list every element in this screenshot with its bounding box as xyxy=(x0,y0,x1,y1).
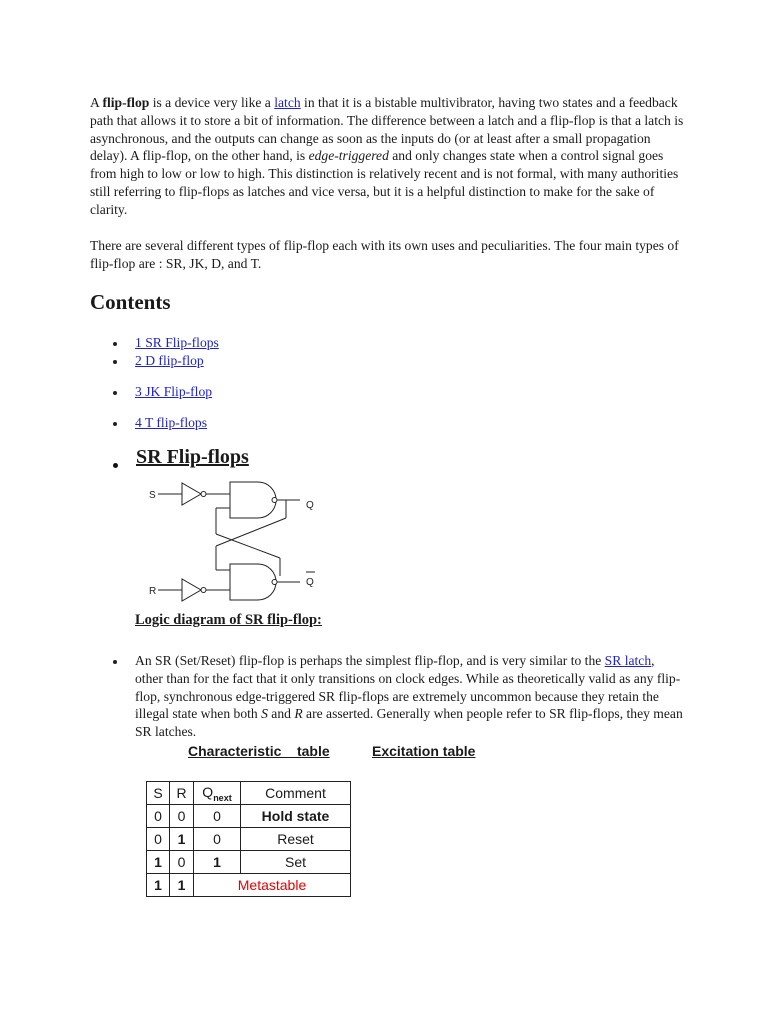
cell-comment: Hold state xyxy=(241,805,351,828)
label-s: S xyxy=(149,490,156,501)
characteristic-table-label: Characteristic table xyxy=(188,743,330,759)
diagram-caption: Logic diagram of SR flip-flop: xyxy=(135,612,322,628)
toc-link-sr[interactable]: 1 SR Flip-flops xyxy=(135,335,219,350)
table-row xyxy=(147,851,351,874)
cell-r: 1 xyxy=(170,874,194,897)
top-nand-gate-icon xyxy=(230,482,276,518)
intro-text-c: in that it is a bistable multivibrator, having two states and a feedback path that allows it to store a bit of information. The difference between a latch and a flip-flop is that a latch is asynchronous, and the outputs can change as soon as the inputs do (or at least after a small propagation delay). A flip-flop, on the other hand, is xyxy=(90,95,684,164)
header-q: Q xyxy=(202,783,214,800)
cell-s: 1 xyxy=(147,874,170,897)
table-header-row xyxy=(147,782,351,805)
bullet-icon xyxy=(113,360,117,364)
term-flip-flop: flip-flop xyxy=(102,95,150,110)
intro-text-a: A xyxy=(90,95,103,110)
header-q-subscript: next xyxy=(213,792,232,803)
header-s: S xyxy=(147,782,170,805)
contents-heading: Contents xyxy=(90,290,171,314)
bottom-inverter-icon xyxy=(182,579,201,601)
intro-text-d: and only changes state when a control signal goes from high to low or low to high. This distinction is relatively recent and is not formal, with many authorities still referring to flip-flops as latches and vice versa, but it is a helpful distinction to make for the sake of clarity. xyxy=(90,148,679,217)
term-edge-triggered: edge-triggered xyxy=(308,148,389,164)
cell-r: 1 xyxy=(170,828,194,851)
paragraph-bullet-icon xyxy=(113,660,117,664)
table-row xyxy=(147,805,351,828)
cell-comment: Reset xyxy=(241,828,351,851)
characteristic-table xyxy=(146,781,351,897)
sr-latch-link[interactable]: SR latch xyxy=(604,653,652,668)
cell-q: 0 xyxy=(194,805,241,828)
section-bullet-icon xyxy=(113,463,118,468)
bullet-icon xyxy=(113,342,117,346)
top-nand-bubble xyxy=(272,498,277,503)
sr-text-a: An SR (Set/Reset) flip-flop is perhaps the simplest flip-flop, and is very similar to the xyxy=(135,653,605,668)
bullet-icon xyxy=(113,422,117,426)
label-q: Q xyxy=(306,500,314,511)
cell-comment: Set xyxy=(241,851,351,874)
cell-s: 0 xyxy=(147,828,170,851)
cell-q: 1 xyxy=(194,851,241,874)
bullet-icon xyxy=(113,391,117,395)
cell-q: 0 xyxy=(194,828,241,851)
latch-link[interactable]: latch xyxy=(274,95,301,110)
bottom-inverter-bubble xyxy=(201,588,206,593)
sr-logic-diagram xyxy=(140,478,340,608)
toc-link-jk[interactable]: 3 JK Flip-flop xyxy=(135,384,213,399)
term-r: R xyxy=(294,706,303,722)
sr-text-b: , other than for the fact that it only transitions on clock edges. While as theoretically valid as any flip-flop, synchronous edge-triggered SR flip-flops are extremely uncommon because they retain the illegal state when both xyxy=(135,653,681,722)
label-r: R xyxy=(149,586,157,597)
header-q-next xyxy=(194,782,241,805)
header-r: R xyxy=(170,782,194,805)
term-s: S xyxy=(261,706,268,722)
bottom-nand-gate-icon xyxy=(230,564,276,600)
sr-section-heading: SR Flip-flops xyxy=(136,446,249,468)
cell-r: 0 xyxy=(170,851,194,874)
cell-metastable: Metastable xyxy=(194,874,351,897)
cell-s: 0 xyxy=(147,805,170,828)
cell-r: 0 xyxy=(170,805,194,828)
top-inverter-icon xyxy=(182,483,201,505)
sr-description xyxy=(135,652,683,741)
header-comment: Comment xyxy=(241,782,351,805)
toc-link-t[interactable]: 4 T flip-flops xyxy=(135,415,207,430)
sr-text-and: and xyxy=(267,706,295,722)
excitation-table-label: Excitation table xyxy=(372,743,476,759)
label-q-bar: Q xyxy=(306,577,314,588)
bottom-nand-bubble xyxy=(272,580,277,585)
cell-s: 1 xyxy=(147,851,170,874)
toc-link-d[interactable]: 2 D flip-flop xyxy=(135,353,204,368)
top-inverter-bubble xyxy=(201,492,206,497)
intro-text-b: is a device very like a xyxy=(149,95,275,110)
intro-paragraph xyxy=(90,94,690,219)
sr-text-c: are asserted. Generally when people refer to SR flip-flops, they mean SR latches. xyxy=(135,706,683,740)
types-paragraph: There are several different types of flip-flop each with its own uses and peculiarities. The four main types of flip-flop are : SR, JK, D, and T. xyxy=(90,238,679,271)
table-row xyxy=(147,874,351,897)
table-row xyxy=(147,828,351,851)
